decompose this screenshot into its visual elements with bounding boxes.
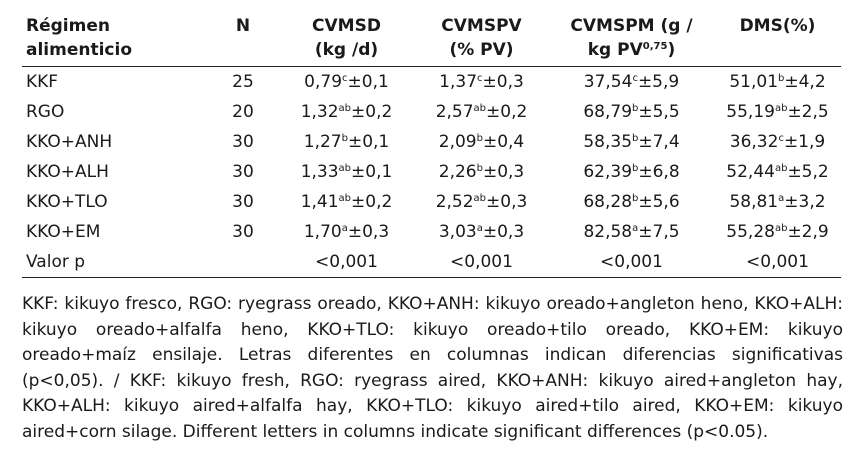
table-header: [22, 12, 841, 67]
cell-cvmspv: 1,37$^c$±0,3: [439, 72, 524, 92]
cell-cvmspm: 68,28$^b$±5,6: [583, 192, 680, 212]
cell-cvmspv: 2,09$^b$±0,4: [438, 132, 525, 152]
results-table: [22, 12, 841, 278]
cell-regimen: KKO+ANH: [26, 132, 113, 152]
header-cvmsd: CVMSD (kg /d): [279, 12, 414, 67]
cell-regimen: RGO: [26, 102, 65, 122]
header-dms: DMS(%): [714, 12, 841, 67]
header-cvmspv: CVMSPV (% PV): [414, 12, 549, 67]
cell-pvalue-label: Valor p: [22, 247, 279, 278]
cell-dms: 55,28$^{ab}$±2,9: [726, 222, 829, 242]
header-cvmspm: CVMSPM (g / kg PV$^{0,75}$): [549, 12, 714, 67]
cell-cvmsd: 1,70$^a$±0,3: [303, 222, 390, 242]
cell-regimen: KKF: [26, 72, 59, 92]
cell-n: 30: [232, 192, 254, 212]
cell-n: 25: [232, 72, 254, 92]
cell-regimen: KKO+TLO: [26, 192, 108, 212]
cell-n: 20: [232, 102, 254, 122]
cell-cvmsd: 1,33$^{ab}$±0,1: [300, 162, 393, 182]
cell-cvmspm: 37,54$^c$±5,9: [583, 72, 680, 92]
cell-dms: 51,01$^b$±4,2: [729, 72, 826, 92]
table-row: [22, 217, 841, 247]
cell-n: 30: [232, 222, 254, 242]
header-regimen: Régimen alimenticio: [22, 12, 207, 67]
header-n: N: [207, 12, 279, 67]
cell-cvmspm: 82,58$^a$±7,5: [583, 222, 680, 242]
cell-pvalue-cvmsd: <0,001: [279, 247, 414, 278]
table-row: [22, 157, 841, 187]
cell-cvmspv: 2,26$^b$±0,3: [438, 162, 525, 182]
cell-pvalue-cvmspv: <0,001: [414, 247, 549, 278]
table-footnote: KKF: kikuyo fresco, RGO: ryegrass oreado, KKO+ANH: kikuyo oreado+angleton heno, KKO+ALH: kikuyo oreado+alfalfa heno, KKO+TLO: kikuyo oreado+tilo oreado, KKO+EM: kikuyo oreado+maíz ensilaje. Letras diferentes en columnas indican diferencias significativas (p<0,05). / KKF: kikuyo fresh, RGO: ryegrass aired, KKO+ANH: kikuyo aired+angleton hay, KKO+ALH: kikuyo aired+alfalfa hay, KKO+TLO: kikuyo aired+tilo aired, KKO+EM: kikuyo aired+corn silage. Different letters in columns indicate significant differences (p<0.05).: [22, 294, 843, 442]
cell-cvmspm: 68,79$^b$±5,5: [583, 102, 680, 122]
cell-cvmspv: 3,03$^a$±0,3: [438, 222, 525, 242]
cell-cvmsd: 0,79$^c$±0,1: [304, 72, 389, 92]
cell-cvmspv: 2,57$^{ab}$±0,2: [435, 102, 528, 122]
table-body: [22, 67, 841, 278]
cell-dms: 58,81$^a$±3,2: [729, 192, 826, 212]
cell-dms: 36,32$^c$±1,9: [729, 132, 826, 152]
cell-regimen: KKO+ALH: [26, 162, 109, 182]
cell-pvalue-cvmspm: <0,001: [549, 247, 714, 278]
table-row: [22, 97, 841, 127]
cell-cvmspv: 2,52$^{ab}$±0,3: [435, 192, 528, 212]
cell-cvmspm: 58,35$^b$±7,4: [583, 132, 680, 152]
cell-regimen: KKO+EM: [26, 222, 101, 242]
cell-cvmspm: 62,39$^b$±6,8: [583, 162, 680, 182]
cell-pvalue-dms: <0,001: [714, 247, 841, 278]
pvalue-row: [22, 247, 841, 278]
cell-dms: 55,19$^{ab}$±2,5: [726, 102, 829, 122]
cell-n: 30: [232, 162, 254, 182]
table-row: [22, 127, 841, 157]
table-row: [22, 187, 841, 217]
cell-n: 30: [232, 132, 254, 152]
cell-dms: 52,44$^{ab}$±5,2: [726, 162, 829, 182]
cell-cvmsd: 1,32$^{ab}$±0,2: [300, 102, 393, 122]
cell-cvmsd: 1,27$^b$±0,1: [303, 132, 390, 152]
table-row: [22, 67, 841, 98]
cell-cvmsd: 1,41$^{ab}$±0,2: [300, 192, 393, 212]
